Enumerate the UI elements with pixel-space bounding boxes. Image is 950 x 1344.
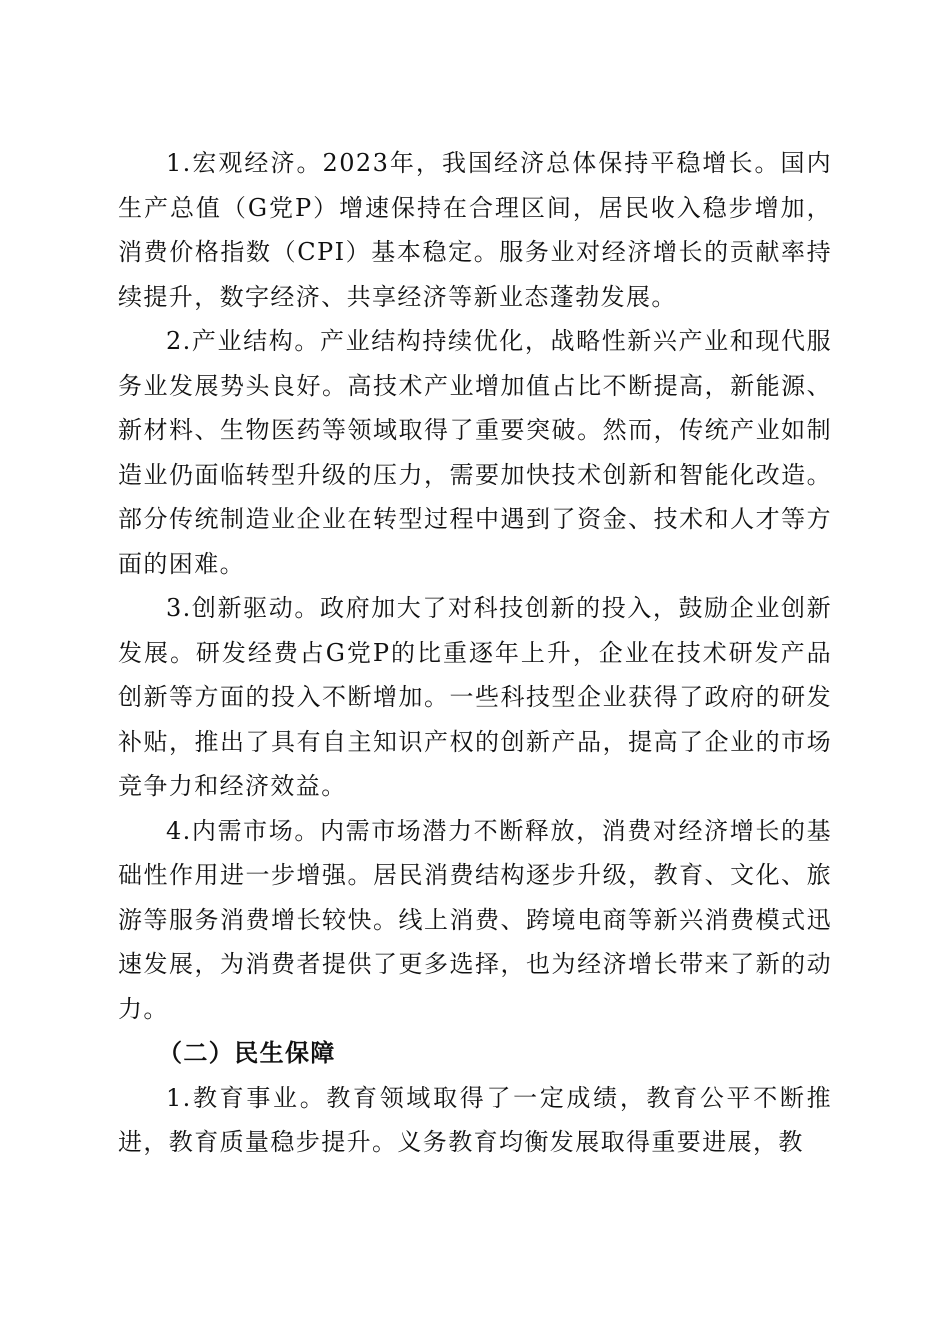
paragraph-domestic-market: 4.内需市场。内需市场潜力不断释放，消费对经济增长的基础性作用进一步增强。居民消费结构逐步升级，教育、文化、旅游等服务消费增长较快。线上消费、跨境电商等新兴消费模式迅速发展，为消费者提供了更多选择，也为经济增长带来了新的动力。 — [118, 816, 832, 1023]
paragraph-education: 1.教育事业。教育领域取得了一定成绩，教育公平不断推进，教育质量稳步提升。义务教育均衡发展取得重要进展，教 — [118, 1083, 832, 1156]
paragraph-innovation-driven: 3.创新驱动。政府加大了对科技创新的投入，鼓励企业创新发展。研发经费占G党P的比重逐年上升，企业在技术研发产品创新等方面的投入不断增加。一些科技型企业获得了政府的研发补贴，推出了具有自主知识产权的创新产品，提高了企业的市场竞争力和经济效益。 — [118, 594, 832, 800]
section-heading-livelihood: （二）民生保障 — [158, 1038, 336, 1067]
document-body — [118, 141, 832, 1165]
paragraph-macro-economy: 1.宏观经济。2023年，我国经济总体保持平稳增长。国内生产总值（G党P）增速保持在合理区间，居民收入稳步增加，消费价格指数（CPI）基本稳定。服务业对经济增长的贡献率持续提升，数字经济、共享经济等新业态蓬勃发展。 — [118, 149, 832, 311]
paragraph-industrial-structure: 2.产业结构。产业结构持续优化，战略性新兴产业和现代服务业发展势头良好。高技术产业增加值占比不断提高，新能源、新材料、生物医药等领域取得了重要突破。然而，传统产业如制造业仍面临转型升级的压力，需要加快技术创新和智能化改造。部分传统制造业企业在转型过程中遇到了资金、技术和人才等方面的困难。 — [118, 327, 832, 578]
